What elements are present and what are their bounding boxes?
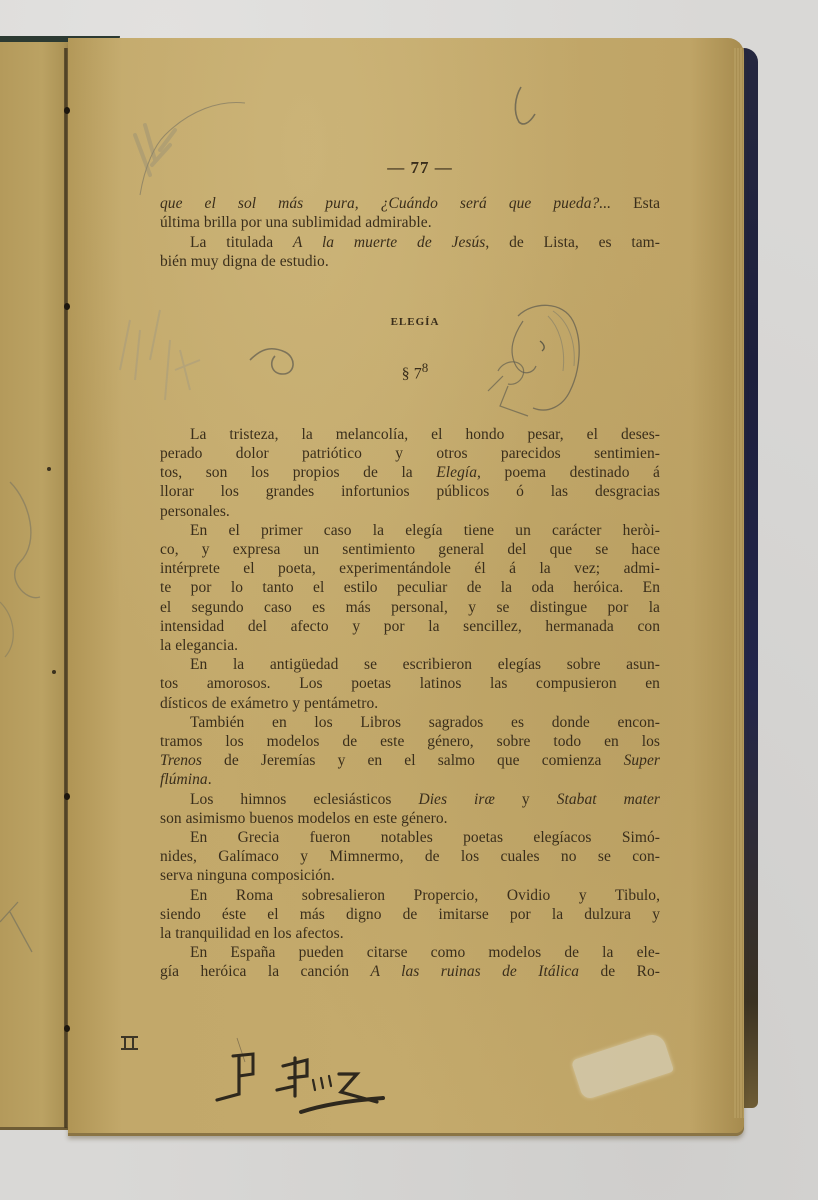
text-run: siendo éste el más digno de imitarse por la dulzura y bbox=[160, 905, 660, 923]
text-run: La titulada bbox=[190, 233, 293, 251]
text-run: La tristeza, la melancolía, el hondo pesar, el deses- bbox=[190, 425, 660, 443]
section-number bbox=[160, 358, 660, 384]
italic-title: A las ruinas de Itálica bbox=[370, 963, 580, 981]
text-line bbox=[160, 540, 660, 559]
text-run: de Ro- bbox=[579, 963, 661, 981]
section-symbol: § 7 bbox=[401, 365, 422, 383]
printed-text-block bbox=[160, 150, 660, 982]
text-run: perado dolor patriótico y otros parecidos sentimien- bbox=[160, 444, 660, 462]
text-line bbox=[160, 674, 660, 693]
stitch-hole bbox=[64, 793, 70, 800]
italic-title: Stabat mater bbox=[556, 790, 661, 808]
text-line bbox=[160, 194, 660, 213]
text-run: tos amorosos. Los poetas latinos las compusieron en bbox=[160, 675, 660, 693]
text-line bbox=[160, 828, 660, 847]
text-line bbox=[160, 521, 660, 540]
text-run: En España pueden citarse como modelos de la ele- bbox=[190, 944, 660, 962]
text-run: En Roma sobresalieron Propercio, Ovidio y Tibulo, bbox=[190, 886, 660, 904]
text-run: tramos los modelos de este género, sobre todo en los bbox=[160, 733, 660, 750]
text-run: En Grecia fueron notables poetas elegíacos Simó- bbox=[190, 829, 660, 847]
text-run: nides, Galímaco y Mimnermo, de los cuales no se con- bbox=[160, 848, 660, 866]
text-line bbox=[160, 694, 660, 713]
spine-gutter bbox=[64, 48, 68, 1128]
text-line bbox=[160, 962, 660, 981]
text-line bbox=[160, 598, 660, 617]
text-line bbox=[160, 924, 660, 943]
text-line bbox=[160, 770, 660, 789]
section-title: ELEGÍA bbox=[390, 316, 440, 329]
text-run: gía heróica la canción bbox=[160, 963, 371, 981]
text-line bbox=[160, 886, 660, 905]
text-run: También en los Libros sagrados es donde encon- bbox=[190, 713, 660, 731]
stitch-hole bbox=[64, 107, 70, 114]
text-run: te por lo tanto el estilo peculiar de la oda heróica. En bbox=[160, 579, 660, 597]
stitch-hole bbox=[52, 670, 56, 674]
text-run: , poema destinado á bbox=[477, 464, 660, 482]
preceding-paragraphs bbox=[160, 194, 660, 271]
text-run: el segundo caso es más personal, y se distingue por la bbox=[160, 598, 660, 616]
text-run: última brilla por una sublimidad admirable. bbox=[160, 214, 432, 232]
text-run: bién muy digna de estudio. bbox=[160, 252, 329, 270]
left-page-swirls-icon bbox=[0, 42, 70, 1127]
text-line bbox=[160, 559, 660, 578]
stitch-hole bbox=[64, 303, 70, 310]
text-line bbox=[160, 252, 660, 271]
italic-title: A la muerte de Jesús bbox=[292, 233, 486, 251]
page-edges bbox=[734, 48, 744, 1118]
text-run: intérprete el poeta, experimentándole él á la vez; admi- bbox=[160, 560, 660, 578]
italic-title: que el sol más pura, ¿Cuándo será que pueda?... bbox=[160, 195, 612, 213]
text-run: Los himnos eclesiásticos bbox=[190, 790, 419, 808]
text-line bbox=[160, 444, 660, 463]
text-line bbox=[160, 213, 660, 232]
text-run: de Jeremías y en el salmo que comienza bbox=[201, 752, 624, 770]
text-run: Esta bbox=[611, 195, 661, 213]
text-run: intensidad del afecto y por la sencillez, hermanada con bbox=[160, 617, 660, 635]
text-line bbox=[160, 636, 660, 655]
text-line bbox=[160, 847, 660, 866]
signature-p-ruiz-icon bbox=[205, 1030, 405, 1120]
text-line bbox=[160, 617, 660, 636]
text-run: son asimismo buenos modelos en este género. bbox=[160, 809, 448, 827]
italic-title: Elegía bbox=[436, 464, 478, 482]
stitch-hole bbox=[47, 467, 51, 471]
text-line bbox=[160, 809, 660, 828]
text-line bbox=[160, 866, 660, 885]
text-run: tos, son los propios de la bbox=[160, 464, 437, 482]
section-symbol-sup: 8 bbox=[421, 360, 429, 376]
page-number: — 77 — bbox=[387, 158, 453, 177]
text-run: En la antigüedad se escribieron elegías sobre asun- bbox=[190, 656, 660, 674]
text-run: dísticos de exámetro y pentámetro. bbox=[160, 694, 379, 712]
text-run: co, y expresa un sentimiento general del que se hace bbox=[160, 540, 660, 558]
margin-mark-icon bbox=[118, 1033, 144, 1053]
italic-title: Dies iræ bbox=[418, 790, 495, 808]
text-line bbox=[160, 905, 660, 924]
text-run: serva ninguna composición. bbox=[160, 867, 335, 885]
text-run: la elegancia. bbox=[160, 636, 239, 654]
text-line bbox=[160, 790, 660, 809]
left-page bbox=[0, 42, 70, 1130]
text-run: la tranquilidad en los afectos. bbox=[160, 925, 344, 943]
text-line bbox=[160, 425, 660, 444]
italic-title: Super bbox=[623, 752, 660, 770]
text-run: personales. bbox=[160, 502, 230, 520]
text-line bbox=[160, 482, 660, 501]
italic-title: Trenos bbox=[160, 752, 202, 770]
text-line bbox=[160, 732, 660, 751]
text-line bbox=[160, 233, 660, 252]
text-run: , de Lista, es tam- bbox=[485, 233, 660, 251]
text-run: llorar los grandes infortunios públicos ó las desgracias bbox=[160, 483, 660, 501]
stitch-hole bbox=[64, 1025, 70, 1032]
text-line bbox=[160, 578, 660, 597]
text-line bbox=[160, 655, 660, 674]
italic-title: flúmina bbox=[160, 771, 208, 789]
text-line bbox=[160, 713, 660, 732]
text-run: . bbox=[207, 771, 212, 789]
text-line bbox=[160, 502, 660, 521]
text-run: En el primer caso la elegía tiene un carácter heròi- bbox=[190, 521, 660, 539]
text-line bbox=[160, 463, 660, 482]
text-line bbox=[160, 751, 660, 770]
section-body bbox=[160, 425, 660, 982]
text-run: y bbox=[494, 790, 557, 808]
text-line bbox=[160, 943, 660, 962]
